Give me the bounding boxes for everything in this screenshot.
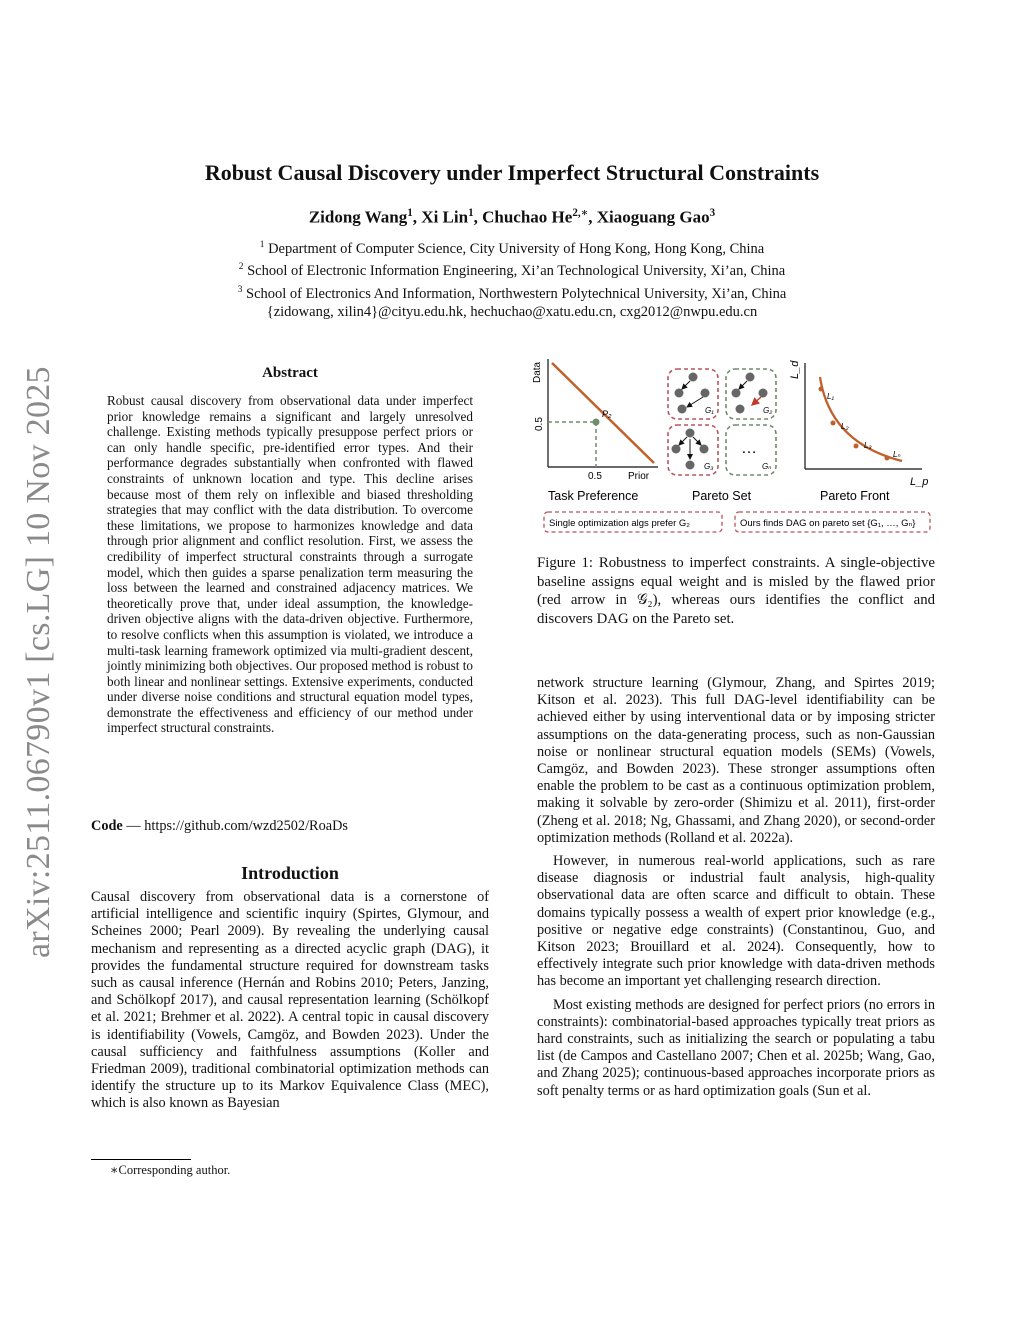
affiliations <box>0 236 1024 321</box>
front-x-label: L_p <box>910 476 929 488</box>
abstract-heading: Abstract <box>262 365 318 381</box>
author-name: Zidong Wang <box>308 207 408 227</box>
pareto-curve <box>820 377 902 461</box>
footnote-rule <box>91 1159 191 1160</box>
front-point-label: Lₙ <box>893 450 901 459</box>
introduction-text: Causal discovery from observational data is a cornerstone of artificial intelligence and scientific inquiry (Spirtes, Glymour, and Scheines 2000; Pearl 2009). By revealing the underlying causal mechanism and representing as a directed acyclic graph (DAG), it provides the fundamental structure required for downstream tasks such as causal inference (Hernán and Robins 2010; Peters, Janzing, and Schölkopf 2017), and causal representation learning (Schölkopf et al. 2021; Brehmer et al. 2022). A central topic in causal discovery is identifiability (Vowels, Camgöz, and Bowden 2023). Under the causal sufficiency and faithfulness assumptions (Koller and Friedman 2009), traditional combinatorial optimization methods can identify the structure up to its Markov Equivalence Class (MEC), which is also known as Bayesian <box>91 889 489 1112</box>
code-line <box>91 818 348 835</box>
arxiv-watermark: arXiv:2511.06790v1 [cs.LG] 10 Nov 2025 <box>20 366 57 958</box>
front-point-label: L₁ <box>827 392 834 401</box>
affiliation: $^2$ School of Electronic Information Engineering, Xi’an Technological University, Xi’an, China <box>238 262 786 280</box>
front-point-label: L₂ <box>841 422 849 431</box>
single-opt-text: Single optimization algs prefer G₂ <box>549 518 690 529</box>
pareto-set-panel <box>668 369 776 503</box>
ellipsis: … <box>741 440 757 457</box>
author-name: Xi Lin <box>421 207 469 227</box>
figure-caption: Figure 1: Robustness to imperfect constraints. A single-objective baseline assigns equal weight and is misled by the flawed prior (red arrow in 𝒢₂), whereas ours identifies the conflict and discovers DAG on the Pareto set. <box>537 555 935 627</box>
graph-label: Gₙ <box>762 462 772 471</box>
panel-title: Pareto Front <box>820 489 890 503</box>
affiliation: $^3$ School of Electronics And Information, Northwestern Polytechnical University, Xi’an, China <box>237 284 787 302</box>
front-point-label: L₃ <box>864 441 872 450</box>
right-column-text <box>537 675 935 1100</box>
task-preference-panel <box>532 359 658 503</box>
paragraph: Most existing methods are designed for perfect priors (no errors in constraints): combinatorial-based approaches typically treat priors as hard constraints, such as initializing the search or populating a tabu list (de Campos and Castellano 2007; Chen et al. 2025b; Wang, Gao, and Zhang 2025); continuous-based approaches incorporate priors as soft penalty terms or as hard optimization goals (Sun et al. <box>537 996 935 1099</box>
paragraph: However, in numerous real-world applications, such as rare disease diagnosis or industrial fault analysis, high-quality observational data are often scarce and difficult to obtain. These domains typically possess a wealth of expert prior knowledge (e.g., positive or negative edge constraints) (Constantinou, Guo, and Kitson 2023; Brouillard et al. 2024). Consequently, how to effectively integrate such prior knowledge with data-driven methods has become an important yet challenging research direction. <box>537 853 935 990</box>
pareto-front-panel <box>789 360 928 503</box>
graph-label: G₂ <box>763 406 773 415</box>
flawed-prior-arrow <box>752 397 761 405</box>
footnote: ∗Corresponding author. <box>110 1163 231 1177</box>
code-label: Code <box>91 818 123 834</box>
axis-x-label: Prior <box>628 471 650 482</box>
preference-point <box>593 419 600 426</box>
graph-label: G₃ <box>704 462 714 471</box>
abstract-text: Robust causal discovery from observational data under imperfect prior knowledge remains a significant and largely unresolved challenge. Existing methods typically presuppose perfect priors or can only handle specific, pre-identified error types. And their performance degrades substantially when confronted with flawed constraints of unknown location and type. This decline arises because most of them rely on inflexible and biased thresholding strategies that may conflict with the data distribution. To overcome these limitations, we propose to harmonizes knowledge and data through prior alignment and conflict resolution. First, we assess the credibility of imperfect structural constraints through a surrogate model, which then guides a sparse penalization term measuring the loss between the learned and constrained adjacency matrices. We theoretically prove that, under ideal assumption, the knowledge-driven objective aligns with the data-driven objective. Furthermore, to resolve conflicts when this assumption is violated, we introduce a multi-task learning framework optimized via multi-gradient descent, jointly minimizing both objectives. Our proposed method is robust to both linear and nonlinear settings. Extensive experiments, conducted under diverse noise conditions and structural equation model types, demonstrate the effectiveness and efficiency of our method under imperfect structural constraints. <box>107 393 473 736</box>
graph-label: G₁ <box>705 406 714 415</box>
figure-1 <box>530 355 940 545</box>
axis-y-label: Data <box>532 361 543 383</box>
email-line: {zidowang, xilin4}@cityu.edu.hk, hechuchao@xatu.edu.cn, cxg2012@nwpu.edu.cn <box>266 303 758 320</box>
tick-y-label: 0.5 <box>534 417 545 431</box>
front-y-label: L_d <box>789 360 801 379</box>
affiliation: $^1$ Department of Computer Science, City University of Hong Kong, Hong Kong, China <box>259 240 765 257</box>
ours-text: Ours finds DAG on pareto set {G₁, …, Gₙ} <box>740 518 916 529</box>
panel-title: Pareto Set <box>692 489 752 503</box>
tick-x-label: 0.5 <box>588 471 602 482</box>
introduction-heading: Introduction <box>241 863 339 883</box>
author-name: Xiaoguang Gao <box>596 207 710 227</box>
paragraph: network structure learning (Glymour, Zhang, and Spirtes 2019; Kitson et al. 2023). This full DAG-level identifiability can be achieved either by using interventional data or by imposing stricter assumptions on the data-generating process, such as non-Gaussian noise or nonlinear structural equation models (SEMs) (Vowels, Camgöz, and Bowden 2023). These stronger assumptions often enable the problem to be cast as a continuous optimization problem, making it solvable by zero-order (Shimizu et al. 2011), first-order (Zheng et al. 2018; Ng, Ghassami, and Zhang 2020), or second-order optimization methods (Rolland et al. 2022a). <box>537 675 935 846</box>
point-label: P₂ <box>602 409 612 419</box>
paper-title: Robust Causal Discovery under Imperfect Structural Constraints <box>204 160 820 185</box>
panel-title: Task Preference <box>548 489 639 503</box>
author-list: Zidong Wang$^1$, Xi Lin$^1$, Chuchao $He^{2,∗}$, Xiaoguang Gao$^3$ <box>308 207 716 227</box>
author-name: Chuchao He <box>482 207 573 227</box>
code-link[interactable]: — https://github.com/wzd2502/RoaDs <box>126 818 348 834</box>
